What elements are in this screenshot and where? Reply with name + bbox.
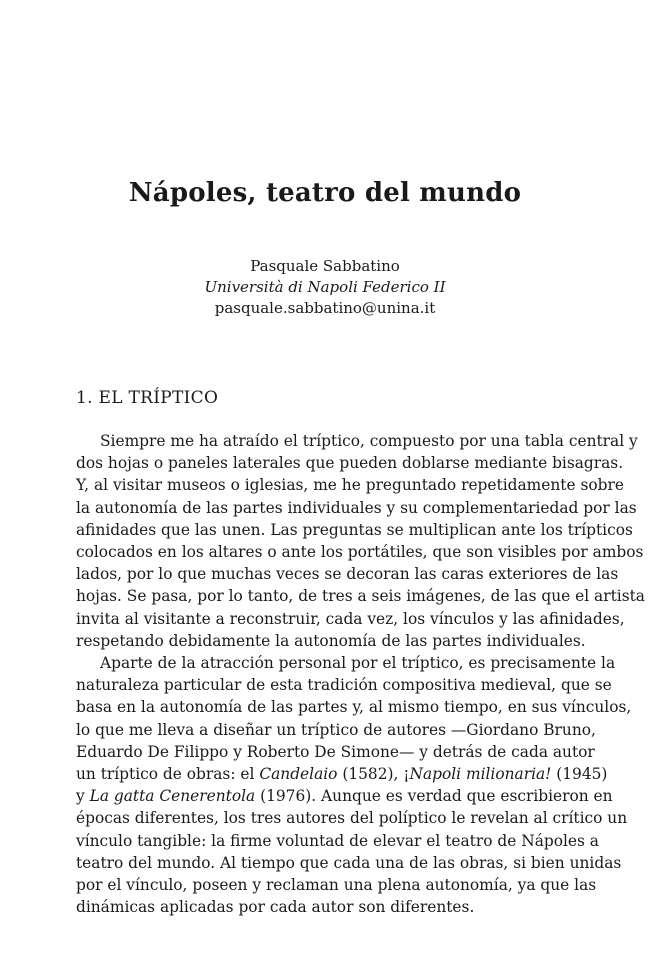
paragraph-line: Eduardo De Filippo y Roberto De Simone— y detrás de cada autor [76,742,595,761]
paragraph-line: Aparte de la atracción personal por el tríptico, es precisamente la [100,654,616,673]
text-run: un tríptico de obras: el [76,765,260,784]
paragraph-line: Siempre me ha atraído el tríptico, compuesto por una tabla central y [100,432,638,450]
text-run: (1976). Aunque es verdad que escribieron en [255,787,613,806]
paragraph-line: teatro del mundo. Al tiempo que cada una de las obras, si bien unidas [76,853,622,872]
paragraph-line: naturaleza particular de esta tradición compositiva medieval, que se [76,676,612,695]
author-affiliation: Università di Napoli Federico II [204,278,446,296]
paragraph-line: la autonomía de las partes individuales y su complementariedad por las [76,498,637,517]
section-heading: 1. EL TRÍPTICO [76,388,219,408]
work-title-la-gatta-cenerentola: La gatta Cenerentola [89,787,256,806]
paragraph-line: lo que me lleva a diseñar un tríptico de autores —Giordano Bruno, [76,720,596,739]
paragraph-line [76,763,608,785]
paragraph-line: dinámicas aplicadas por cada autor son diferentes. [76,898,475,917]
page-title: Nápoles, teatro del mundo [128,178,522,208]
paragraph-line: dos hojas o paneles laterales que pueden doblarse mediante bisagras. [76,454,624,473]
author-block [0,256,650,319]
paragraph-line: por el vínculo, poseen y reclaman una plena autonomía, ya que las [76,876,597,895]
paragraph-line: invita al visitante a reconstruir, cada vez, los vínculos y las afinidades, [76,609,625,628]
paragraph-line: basa en la autonomía de las partes y, al mismo tiempo, en sus vínculos, [76,698,632,717]
author-email: pasquale.sabbatino@unina.it [214,299,436,317]
body-text [76,430,645,918]
paragraph-line: vínculo tangible: la firme voluntad de elevar el teatro de Nápoles a [76,831,599,850]
work-title-napoli-milionaria: Napoli milionaria! [409,765,552,784]
text-run: (1582), ¡ [337,765,410,784]
paragraph-line: Y, al visitar museos o iglesias, me he preguntado repetidamente sobre [76,476,624,495]
paragraph-line: colocados en los altares o ante los portátiles, que son visibles por ambos [76,543,644,562]
paragraph-line: respetando debidamente la autonomía de las partes individuales. [76,631,586,650]
author-name: Pasquale Sabbatino [250,257,400,275]
paragraph-line: lados, por lo que muchas veces se decoran las caras exteriores de las [76,565,619,584]
text-run: y [76,787,90,806]
paragraph-line [76,785,613,807]
text-run: (1945) [551,765,608,784]
paragraph-line: hojas. Se pasa, por lo tanto, de tres a seis imágenes, de las que el artista [76,587,645,606]
paragraph-line: épocas diferentes, los tres autores del políptico le revelan al crítico un [76,809,628,828]
paragraph-line: afinidades que las unen. Las preguntas se multiplican ante los trípticos [76,520,633,539]
work-title-candelaio: Candelaio [259,765,338,784]
